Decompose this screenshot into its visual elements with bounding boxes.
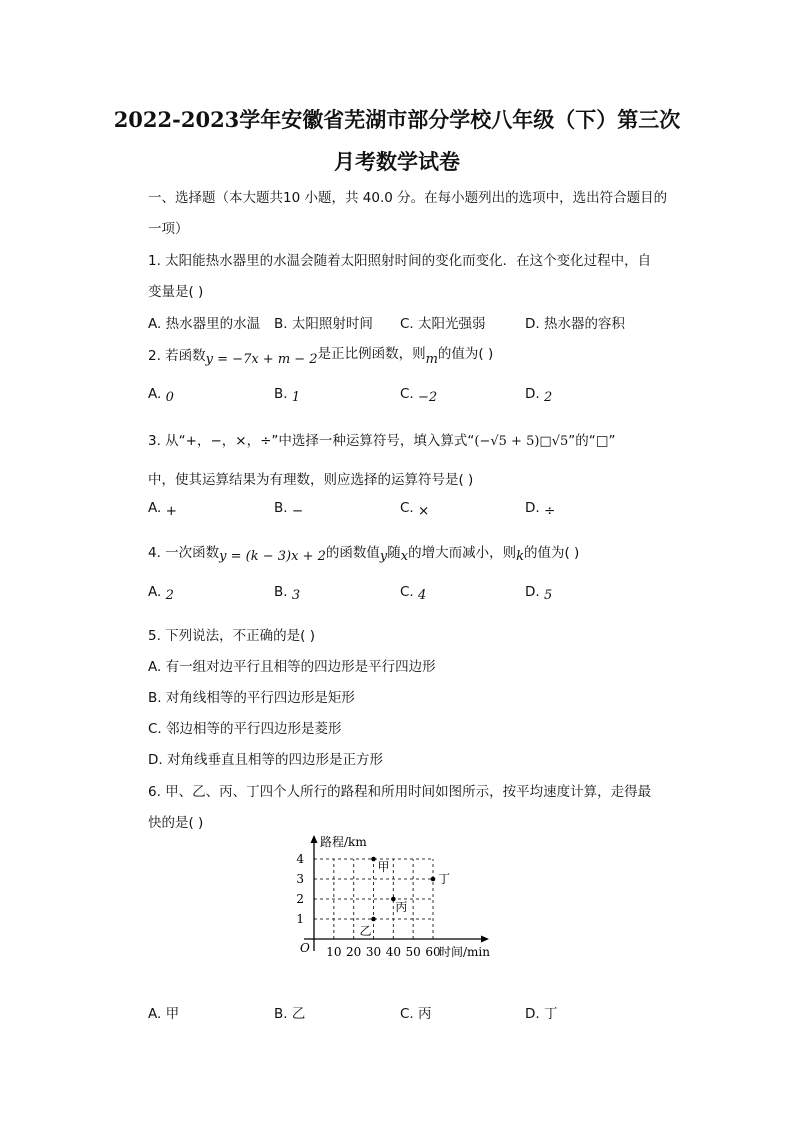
q2-option-d: D. 2 [525, 386, 553, 405]
x-tick-label: 10 [326, 945, 342, 959]
q2-mid: 是正比例函数，则 [317, 346, 426, 362]
q6-option-a: A. 甲 [148, 1006, 180, 1022]
x-tick-label: 60 [425, 945, 441, 959]
q1-option-b: B. 太阳照射时间 [274, 316, 373, 332]
data-point-label: 乙 [359, 924, 372, 938]
y-axis-arrow [311, 835, 318, 843]
q3-formula: (−√5 + 5)□√5 [474, 434, 569, 449]
q1-option-d: D. 热水器的容积 [525, 316, 625, 332]
chart-axes [304, 835, 489, 951]
x-tick-label: 20 [346, 945, 362, 959]
q6-option-c: C. 丙 [400, 1006, 432, 1022]
data-point-label: 丁 [438, 872, 451, 886]
q4-stem: 4. 一次函数y = (k − 3)x + 2的函数值y随x的增大而减小，则k的值为( ) [148, 545, 580, 564]
y-tick-label: 3 [296, 872, 304, 886]
q1-stem-cont: 变量是( ) [148, 284, 204, 300]
q2-prefix: 2. 若函数 [148, 348, 206, 364]
q5-option-d: D. 对角线垂直且相等的四边形是正方形 [148, 752, 383, 768]
q6-option-b: B. 乙 [274, 1006, 306, 1022]
section1-heading: 一、选择题（本大题共10 小题，共 40.0 分。在每小题列出的选项中，选出符合题目的 [148, 190, 668, 206]
q3-option-d: D. ÷ [525, 500, 556, 519]
section1-heading-cont: 一项） [148, 221, 189, 237]
q6-option-d: D. 丁 [525, 1006, 558, 1022]
q4-option-b: B. 3 [274, 584, 301, 603]
chart-ticks [296, 852, 440, 959]
q2-suffix: 的值为( ) [437, 346, 494, 362]
q3-stem [148, 429, 616, 449]
q3-suffix: ”的“□” [568, 433, 616, 449]
x-tick-label: 50 [405, 945, 421, 959]
chart-grid [314, 859, 433, 939]
y-axis-label: 路程/km [320, 835, 367, 849]
data-point-label: 丙 [395, 900, 408, 914]
q4-prefix: 4. 一次函数 [148, 545, 220, 561]
q3-option-a: A. + [148, 500, 177, 519]
q3-option-b: B. − [274, 500, 304, 519]
q5-option-a: A. 有一组对边平行且相等的四边形是平行四边形 [148, 659, 436, 675]
q1-option-a: A. 热水器里的水温 [148, 316, 261, 332]
y-tick-label: 2 [296, 892, 304, 906]
q5-stem: 5. 下列说法，不正确的是( ) [148, 628, 315, 644]
q6-stem-cont: 快的是( ) [148, 815, 204, 831]
x-axis-label: 时间/min [439, 945, 490, 959]
q4-option-c: C. 4 [400, 584, 427, 603]
q3-stem-cont: 中，使其运算结果为有理数，则应选择的运算符号是( ) [148, 472, 474, 488]
y-tick-label: 4 [296, 852, 304, 866]
data-point [371, 917, 376, 922]
x-tick-label: 30 [365, 945, 382, 959]
q1-stem: 1. 太阳能热水器里的水温会随着太阳照射时间的变化而变化．在这个变化过程中，自 [148, 253, 652, 269]
data-point [371, 857, 376, 862]
q5-option-b: B. 对角线相等的平行四边形是矩形 [148, 690, 355, 706]
y-tick-label: 1 [296, 912, 304, 926]
q2-var: m [425, 352, 438, 367]
q1-option-c: C. 太阳光强弱 [400, 316, 486, 332]
q6-stem: 6. 甲、乙、丙、丁四个人所行的路程和所用时间如图所示，按平均速度计算，走得最 [148, 784, 652, 800]
exam-title-line1: 2022-2023学年安徽省芜湖市部分学校八年级（下）第三次 [113, 107, 681, 132]
q2-option-a: A. 0 [148, 386, 174, 405]
q4-option-a: A. 2 [148, 584, 174, 603]
distance-time-chart [285, 832, 515, 967]
exam-title-line2: 月考数学试卷 [334, 149, 460, 174]
data-point [431, 877, 436, 882]
q5-option-c: C. 邻边相等的平行四边形是菱形 [148, 721, 342, 737]
q4-formula: y = (k − 3)x + 2 [219, 549, 326, 564]
q4-option-d: D. 5 [525, 584, 553, 603]
x-axis-arrow [481, 936, 489, 943]
q2-formula: y = −7x + m − 2 [205, 352, 318, 367]
q2-stem [148, 344, 494, 367]
data-point-label: 甲 [377, 860, 390, 874]
q2-option-b: B. 1 [274, 386, 301, 405]
origin-label: O [300, 941, 310, 955]
q3-prefix: 3. 从“+，−，×，÷”中选择一种运算符号，填入算式“ [148, 433, 475, 449]
x-tick-label: 40 [385, 945, 401, 959]
q3-option-c: C. × [400, 500, 430, 519]
q2-option-c: C. −2 [400, 386, 438, 405]
